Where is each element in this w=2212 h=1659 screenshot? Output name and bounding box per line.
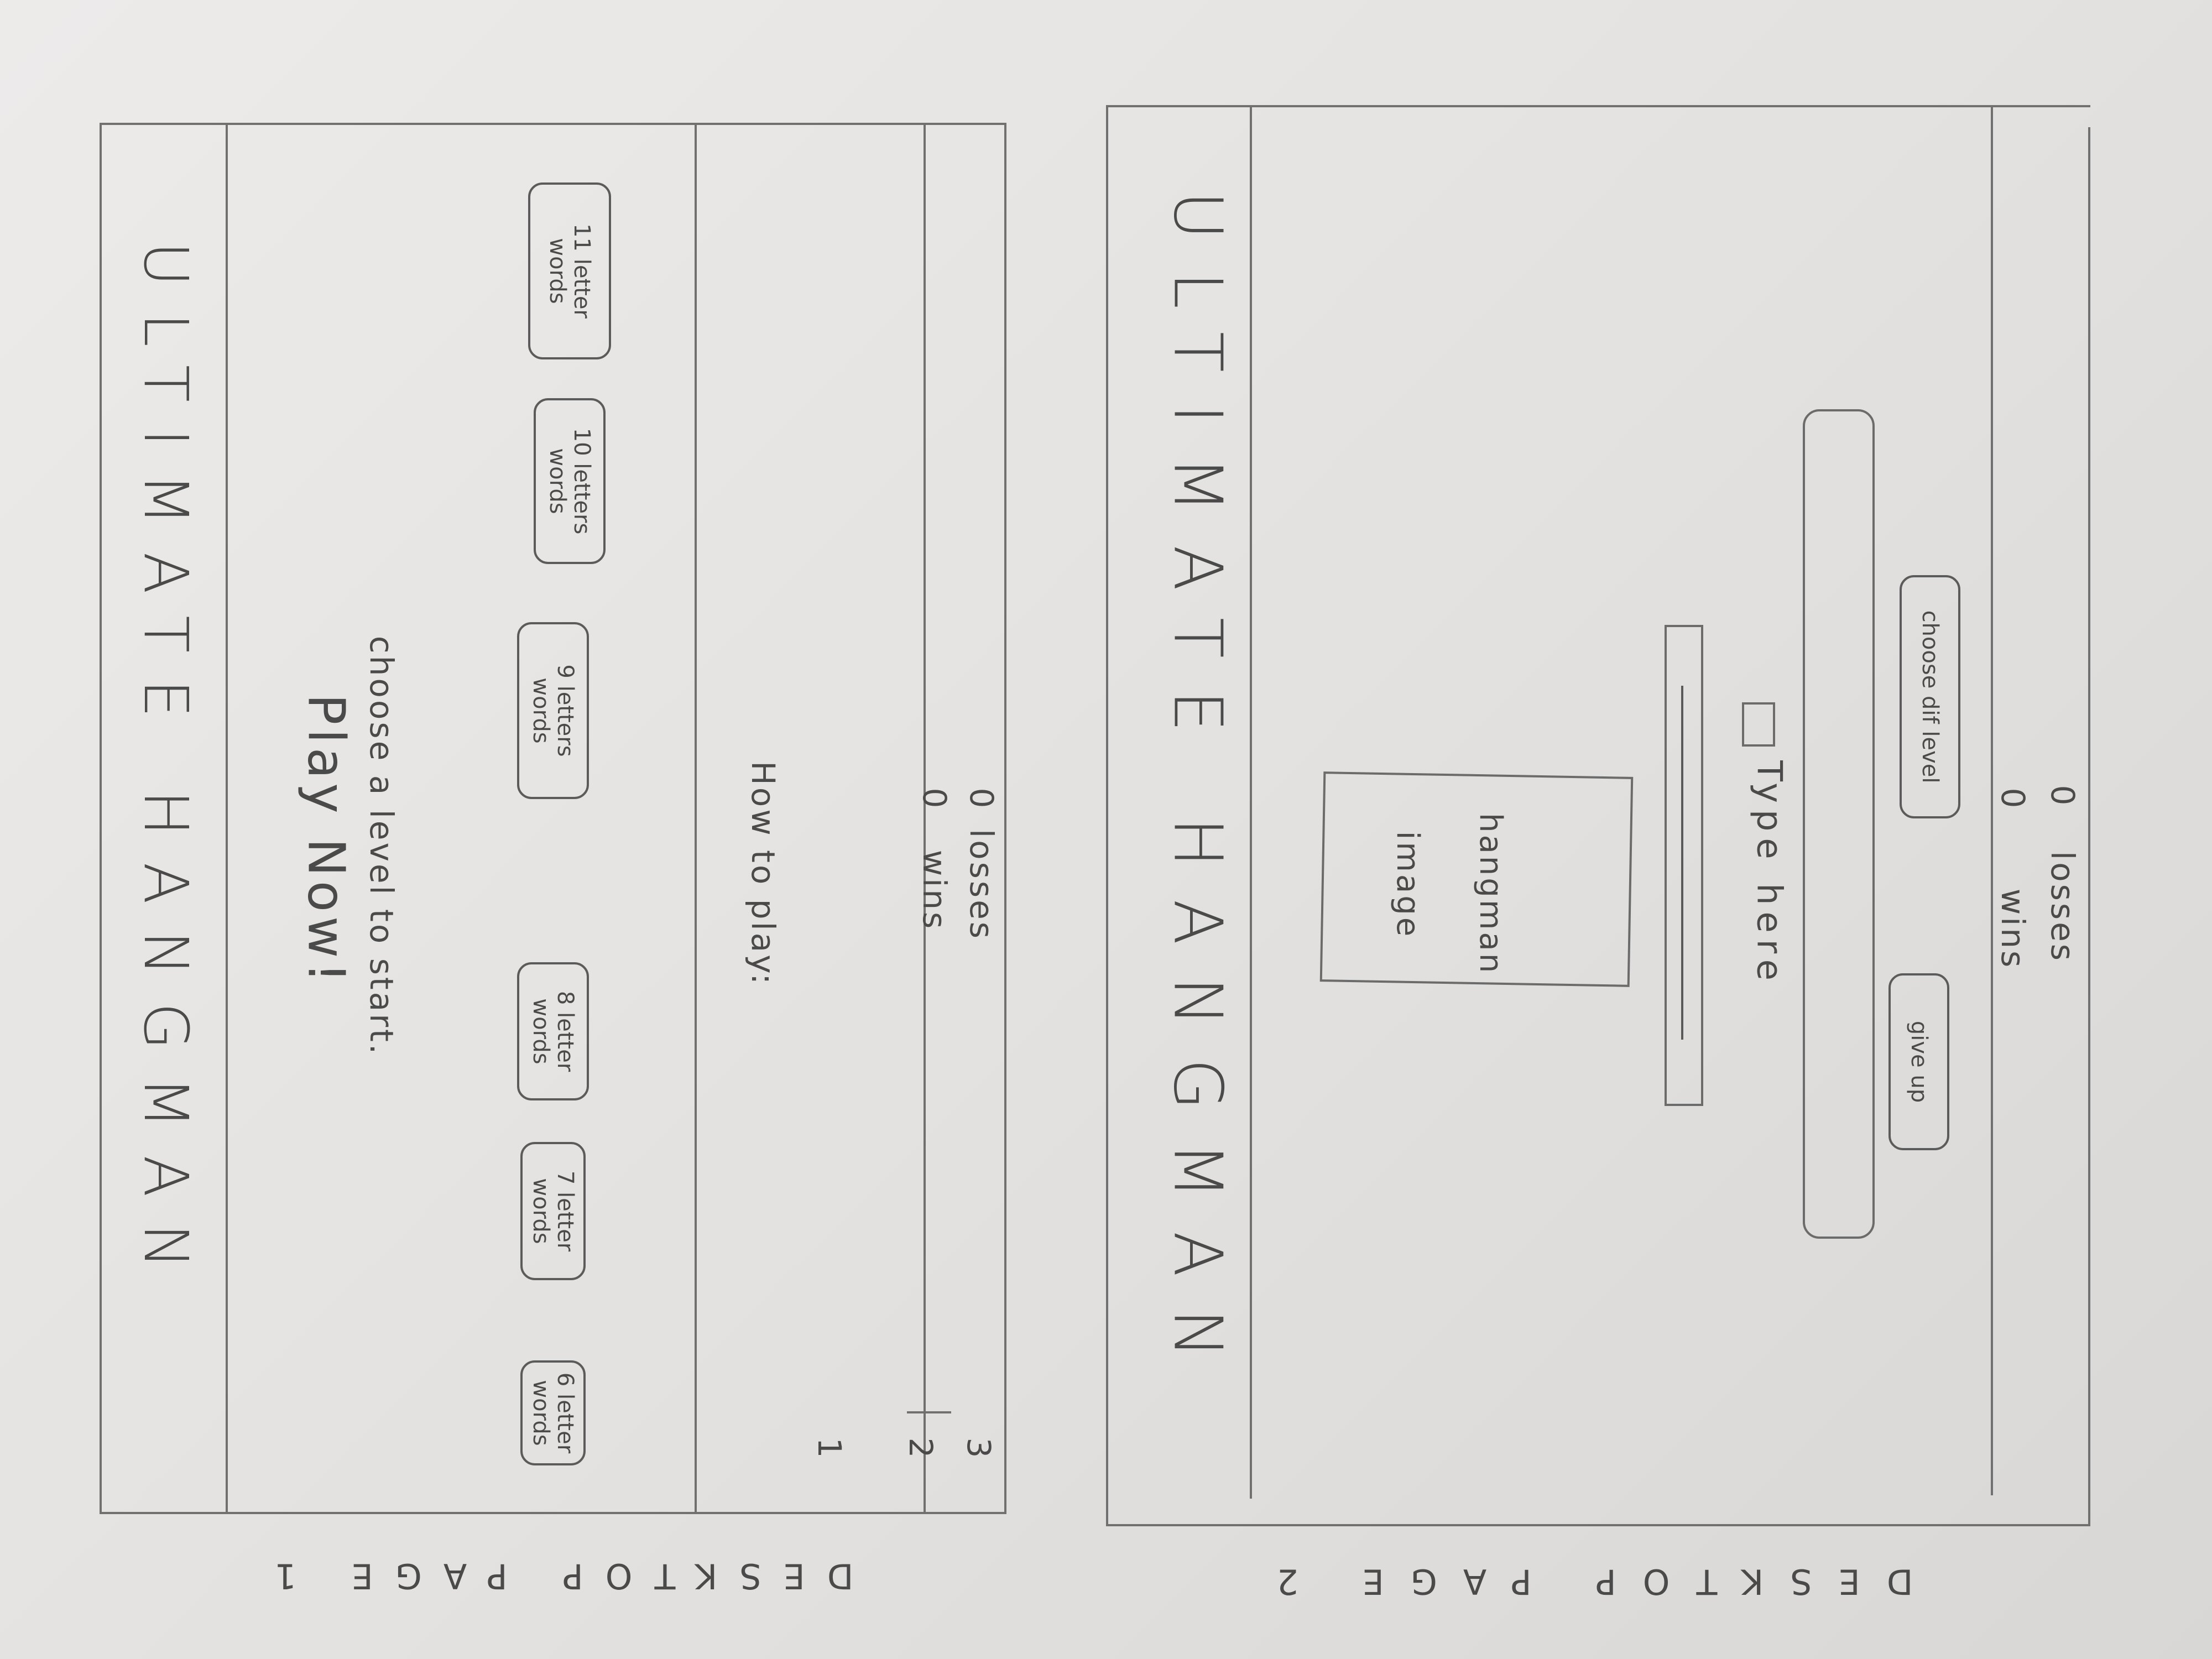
page2-frame-bottom [1106, 1524, 2090, 1526]
how-to-step-3: 3 [960, 1437, 998, 1460]
page2-footer-divider [1991, 107, 1993, 1495]
word-display-panel [1665, 625, 1703, 1106]
page2-losses-label: losses [2044, 851, 2081, 963]
page1-footer-divider [924, 125, 926, 1512]
page1-losses-label: losses [963, 829, 1000, 941]
page1-play-heading: Play Now! [296, 693, 356, 988]
page1-wins-value: 0 [916, 787, 953, 811]
page1-header-divider [226, 125, 228, 1512]
page2-wins-value: 0 [1994, 787, 2032, 811]
page2-label: DESKTOP PAGE 2 [1250, 1561, 1913, 1602]
letter-input[interactable] [1742, 702, 1775, 747]
choose-level-button[interactable]: choose dif level [1900, 575, 1960, 818]
give-up-button[interactable]: give up [1888, 973, 1949, 1150]
page1-list-mark [907, 1411, 951, 1413]
how-to-step-2: 2 [902, 1437, 940, 1460]
level-10-button[interactable]: 10 letters words [534, 398, 606, 564]
page1-label: DESKTOP PAGE 1 [252, 1556, 854, 1597]
page1-wins-label: wins [916, 849, 953, 931]
page1-frame-bottom [100, 1512, 1006, 1514]
page2-frame-right [2088, 127, 2090, 1526]
level-11-button[interactable]: 11 letter words [528, 182, 611, 359]
level-8-button[interactable]: 8 letter words [517, 962, 589, 1100]
page1-play-subtitle: choose a level to start. [363, 635, 400, 1057]
page1-title: ULTIMATE HANGMAN [131, 242, 201, 1296]
page1-main-divider [695, 125, 697, 1512]
page1-frame-left [100, 123, 102, 1514]
page2-frame-left [1106, 105, 1108, 1526]
letters-panel [1803, 409, 1875, 1239]
page2-header-divider [1250, 107, 1252, 1499]
page2-title: ULTIMATE HANGMAN [1159, 191, 1236, 1391]
page1-frame-right [1004, 123, 1006, 1514]
level-6-button[interactable]: 6 letter words [520, 1360, 586, 1465]
how-to-play-heading: How to play: [744, 761, 782, 987]
page1-losses-value: 0 [963, 787, 1000, 811]
level-7-button[interactable]: 7 letter words [520, 1142, 586, 1280]
how-to-step-1: 1 [811, 1437, 848, 1460]
page2-wins-label: wins [1994, 888, 2032, 970]
page1-frame-top [100, 123, 1006, 125]
page2-frame-top [1106, 105, 2090, 107]
letter-blanks [1681, 686, 1683, 1040]
level-9-button[interactable]: 9 letters words [517, 622, 589, 799]
type-here-label: Type here [1749, 760, 1790, 987]
page2-losses-value: 0 [2044, 785, 2081, 808]
hangman-image-label: hangman image [1390, 813, 1509, 975]
